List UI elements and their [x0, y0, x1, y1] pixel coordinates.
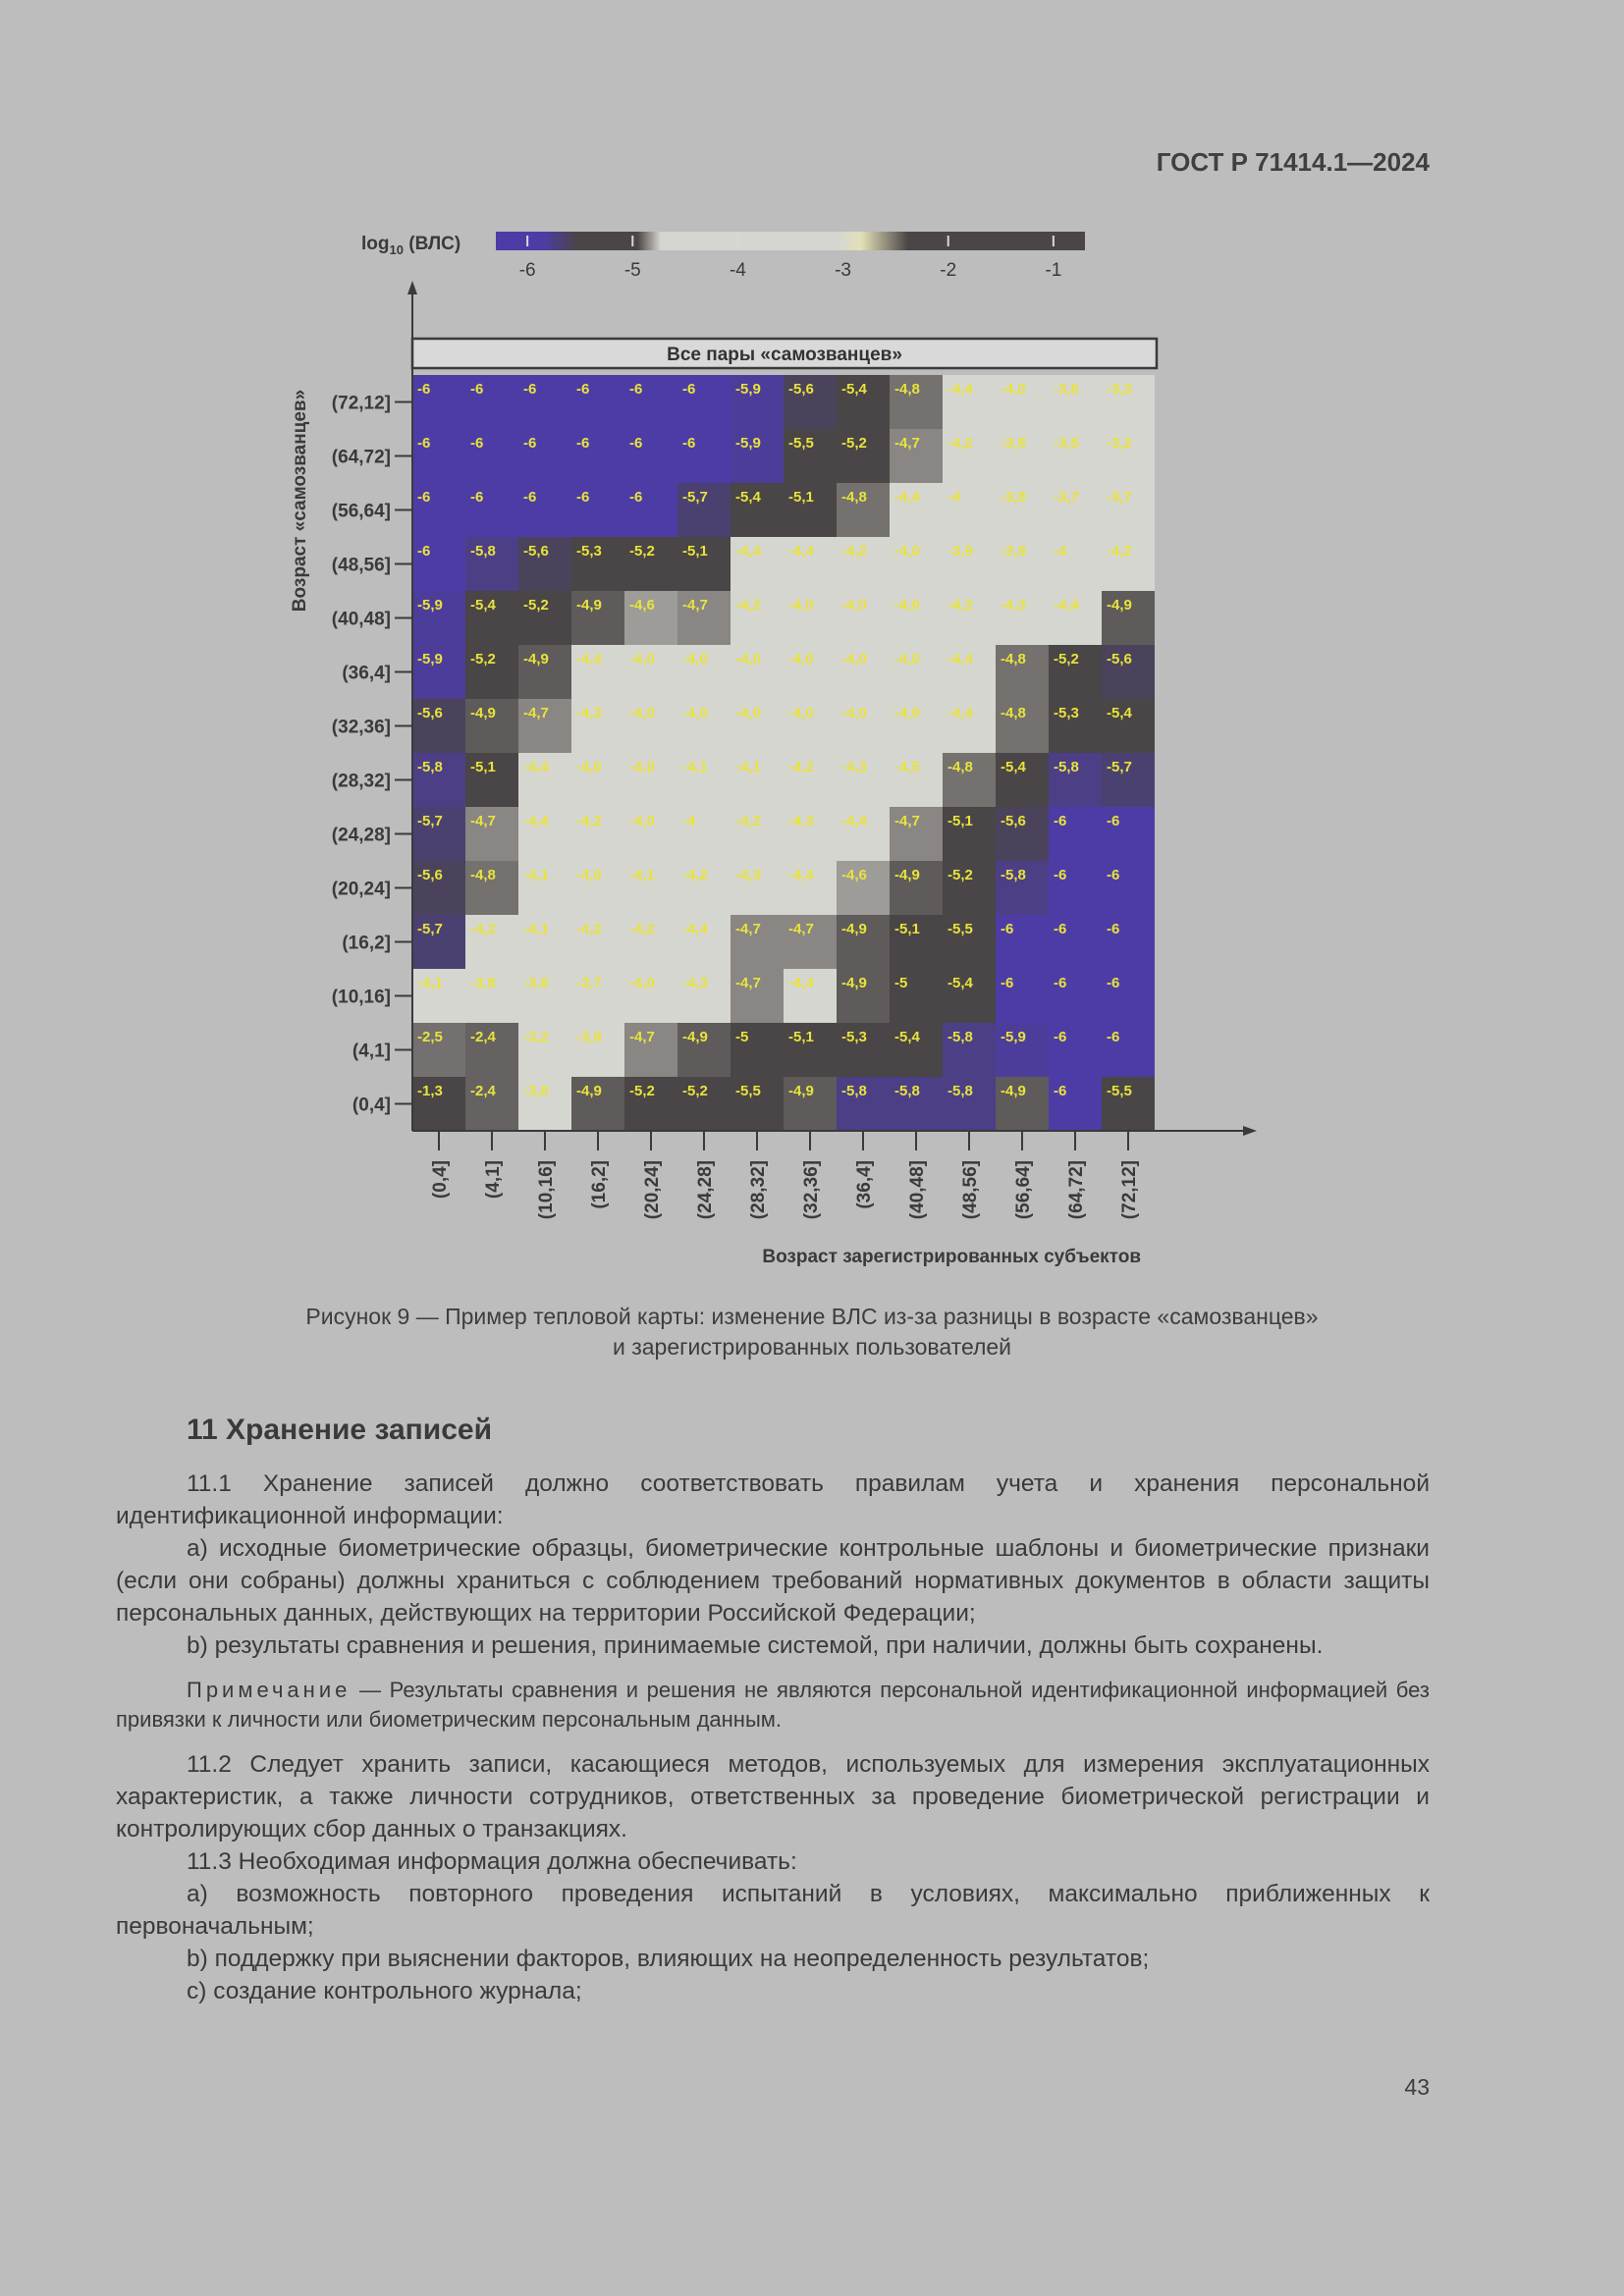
cell-label: -6 [1107, 867, 1120, 883]
cell-label: -4,8 [470, 867, 496, 883]
cell-label: -5,8 [947, 1083, 973, 1099]
cell-label: -6 [1107, 975, 1120, 991]
cell-label: -5,7 [1107, 759, 1132, 775]
cell-label: -6 [629, 435, 643, 452]
cell-label: -4,9 [788, 1083, 814, 1099]
cell-label: -4,0 [894, 543, 920, 560]
cell-label: -5,3 [576, 543, 602, 560]
x-tick-label: (40,48] [907, 1160, 928, 1220]
cell-label: -4,2 [682, 867, 708, 883]
cell-label: -4,1 [735, 759, 761, 775]
cell-label: -4,0 [629, 759, 655, 775]
cell-label: -4,4 [788, 867, 814, 883]
cell-label: -6 [523, 435, 537, 452]
cell-label: -4,6 [629, 597, 655, 614]
list-item-b-2: b) поддержку при выяснении факторов, влияющих на неопределенность результатов; [187, 1946, 1150, 1972]
cell-label: -3,2 [1107, 435, 1132, 452]
cell-label: -5,8 [1001, 867, 1026, 883]
cell-label: -4,1 [523, 921, 549, 937]
y-tick-label: (4,1] [352, 1041, 391, 1062]
cell-label: -5,7 [417, 921, 443, 937]
y-tick-label: (36,4] [342, 663, 391, 684]
y-tick-label: (64,72] [331, 447, 391, 468]
cell-label: -4,3 [841, 759, 867, 775]
cell-label: -4,0 [629, 705, 655, 721]
cell-label: -4,2 [470, 921, 496, 937]
cell-label: -5,7 [417, 813, 443, 829]
cell-label: -4,4 [894, 489, 920, 506]
cell-label: -5,1 [788, 489, 814, 506]
cell-label: -6 [576, 381, 590, 398]
cell-label: -4,4 [576, 651, 602, 667]
cell-label: -4 [1054, 543, 1067, 560]
cell-label: -4,2 [947, 435, 973, 452]
cell-label: -6 [417, 435, 431, 452]
cell-label: -6 [523, 489, 537, 506]
cell-label: -4,4 [947, 705, 973, 721]
cell-label: -6 [682, 381, 696, 398]
figure-caption [0, 1302, 1624, 1362]
cell-label: -5,9 [1001, 1029, 1026, 1045]
cell-label: -4,0 [894, 651, 920, 667]
cell-label: -4,0 [788, 705, 814, 721]
cell-label: -4,3 [576, 705, 602, 721]
cell-label: -4,7 [470, 813, 496, 829]
x-tick-label: (20,24] [642, 1160, 663, 1220]
paragraph-11-2: 11.2 Следует хранить записи, касающиеся методов, используемых для измерения эксплуатационных характеристик, а также личности сотрудников, ответственных за проведение биометрической регистрации и контролирующих сбор данных о транзакциях. [116, 1751, 1430, 1842]
cell-label: -6 [1054, 975, 1067, 991]
cell-label: -4,7 [735, 921, 761, 937]
cell-label: -4,4 [788, 975, 814, 991]
cell-label: -4,0 [629, 975, 655, 991]
cell-label: -5,2 [947, 867, 973, 883]
y-tick-label: (56,64] [331, 501, 391, 522]
list-item-c: c) создание контрольного журнала; [187, 1978, 582, 2004]
cell-label: -5,1 [947, 813, 973, 829]
y-tick-label: (72,12] [331, 393, 391, 414]
note-text: — Результаты сравнения и решения не являются персональной идентификационной информацией без привязки к личности или биометрическим персональным данным. [116, 1678, 1430, 1732]
cell-label: -5,8 [841, 1083, 867, 1099]
cell-label: -6 [1054, 813, 1067, 829]
x-tick-label: (56,64] [1013, 1160, 1034, 1220]
cell-label: -4,4 [947, 651, 973, 667]
y-tick-label: (28,32] [331, 771, 391, 792]
cell-label: -5 [735, 1029, 749, 1045]
colorbar-label: $\log_{10} (ВЛС)$ [361, 234, 461, 257]
cell-label: -4,0 [894, 597, 920, 614]
x-tick-label: (16,2] [589, 1160, 610, 1209]
y-tick-label: (32,36] [331, 717, 391, 738]
colorbar-tick-label: -2 [940, 260, 957, 281]
cell-label: -3,8 [523, 1083, 549, 1099]
cell-label: -4,9 [523, 651, 549, 667]
cell-label: -5,8 [894, 1083, 920, 1099]
section-title: 11 Хранение записей [187, 1414, 493, 1446]
x-tick-label: (72,12] [1119, 1160, 1140, 1220]
cell-label: -5,8 [417, 759, 443, 775]
cell-label: -4,7 [682, 597, 708, 614]
note [116, 1676, 1430, 1735]
y-tick-label: (0,4] [352, 1095, 391, 1116]
cell-label: -5,4 [841, 381, 867, 398]
y-tick-label: (16,2] [342, 933, 391, 954]
cell-label: -4,3 [735, 867, 761, 883]
cell-label: -4,1 [629, 867, 655, 883]
facet-title: Все пары «самозванцев» [667, 345, 902, 365]
cell-label: -5,9 [417, 651, 443, 667]
x-tick-label: (24,28] [695, 1160, 716, 1220]
cell-label: -4,0 [841, 651, 867, 667]
cell-label: -4,9 [841, 921, 867, 937]
cell-label: -3,6 [523, 975, 549, 991]
cell-label: -5,5 [735, 1083, 761, 1099]
cell-label: -4,9 [470, 705, 496, 721]
note-label: Примечание [187, 1678, 352, 1702]
cell-label: -4,7 [523, 705, 549, 721]
cell-label: -4,8 [1001, 651, 1026, 667]
cell-label: -4,2 [841, 543, 867, 560]
x-tick-label: (28,32] [748, 1160, 769, 1220]
cell-label: -2,5 [417, 1029, 443, 1045]
cell-label: -5,4 [894, 1029, 920, 1045]
y-tick-label: (20,24] [331, 879, 391, 900]
standard-designation: ГОСТ Р 71414.1—2024 [1156, 147, 1430, 177]
cell-label: -5,8 [1054, 759, 1079, 775]
cell-label: -3,6 [1054, 381, 1079, 398]
paragraph-11-3: 11.3 Необходимая информация должна обеспечивать: [187, 1848, 797, 1875]
cell-label: -4,1 [523, 867, 549, 883]
cell-label: -6 [1001, 975, 1014, 991]
cell-label: -4,2 [735, 597, 761, 614]
cell-label: -5,1 [894, 921, 920, 937]
paragraph-11-1: 11.1 Хранение записей должно соответствовать правилам учета и хранения персональной идентификационной информации: [116, 1470, 1430, 1529]
cell-label: -4,3 [788, 813, 814, 829]
colorbar-tick-label: -5 [623, 260, 641, 281]
cell-label: -4,9 [1107, 597, 1132, 614]
y-axis-arrow [407, 281, 417, 294]
cell-label: -6 [1054, 867, 1067, 883]
x-tick-label: (64,72] [1066, 1160, 1087, 1220]
cell-label: -5,4 [947, 975, 973, 991]
list-item-a: a) исходные биометрические образцы, биометрические контрольные шаблоны и биометрические признаки (если они собраны) должны храниться с соблюдением требований нормативных документов в области защиты персональных данных, действующих на территории Российской Федерации; [116, 1535, 1430, 1627]
y-tick-label: (10,16] [331, 987, 391, 1008]
cell-label: -6 [1054, 1029, 1067, 1045]
cell-label: -4,8 [1001, 705, 1026, 721]
cell-label: -4,4 [788, 543, 814, 560]
cell-label: -5,6 [523, 543, 549, 560]
cell-label: -4,2 [576, 921, 602, 937]
caption-line-2: и зарегистрированных пользователей [612, 1334, 1012, 1360]
cell-label: -3,2 [523, 1029, 549, 1045]
cell-label: -4,6 [841, 867, 867, 883]
cell-label: -3,7 [1107, 489, 1132, 506]
cell-label: -6 [682, 435, 696, 452]
cell-label: -5,4 [1001, 759, 1026, 775]
colorbar-tick-label: -6 [518, 260, 536, 281]
cell-label: -4,1 [682, 759, 708, 775]
cell-label: -4,9 [1001, 1083, 1026, 1099]
cell-label: -5,5 [1107, 1083, 1132, 1099]
colorbar-tick-label: -1 [1045, 260, 1062, 281]
cell-label: -5,2 [629, 1083, 655, 1099]
x-tick-label: (48,56] [960, 1160, 981, 1220]
list-item-a-2: a) возможность повторного проведения испытаний в условиях, максимально приближенных к первоначальным; [116, 1881, 1430, 1940]
cell-label: -5,6 [1107, 651, 1132, 667]
cell-label: -3,8 [1001, 489, 1026, 506]
caption-line-1: Рисунок 9 — Пример тепловой карты: изменение ВЛС из-за разницы в возрасте «самозванцев» [305, 1304, 1319, 1329]
cell-label: -6 [417, 489, 431, 506]
cell-label: -6 [470, 489, 484, 506]
cell-label: -4,2 [629, 921, 655, 937]
cell-label: -6 [1107, 921, 1120, 937]
cell-label: -4,7 [894, 435, 920, 452]
cell-label: -3,5 [1054, 435, 1079, 452]
cell-label: -5,8 [947, 1029, 973, 1045]
cell-label: -3,9 [947, 543, 973, 560]
y-tick-label: (24,28] [331, 825, 391, 846]
cell-label: -6 [576, 489, 590, 506]
cell-label: -6 [1054, 1083, 1067, 1099]
cell-label: -4,9 [894, 867, 920, 883]
cell-label: -5,3 [841, 1029, 867, 1045]
cell-label: -4,8 [947, 759, 973, 775]
x-tick-label: (10,16] [536, 1160, 557, 1220]
cell-label: -4,9 [576, 597, 602, 614]
cell-label: -4,7 [788, 921, 814, 937]
cell-label: -5,1 [682, 543, 708, 560]
cell-label: -4,0 [682, 651, 708, 667]
cell-label: -3,3 [1107, 381, 1132, 398]
cell-label: -5,4 [1107, 705, 1132, 721]
x-tick-label: (36,4] [854, 1160, 875, 1209]
cell-label: -4,0 [682, 705, 708, 721]
cell-label: -5,2 [629, 543, 655, 560]
cell-label: -4,4 [841, 813, 867, 829]
cell-label: -5,2 [523, 597, 549, 614]
x-axis-arrow [1243, 1126, 1257, 1136]
cell-label: -4,8 [841, 489, 867, 506]
cell-label: -5,1 [470, 759, 496, 775]
cell-label: -5,5 [788, 435, 814, 452]
cell-label: -4,1 [417, 975, 443, 991]
cell-label: -5,9 [735, 381, 761, 398]
cell-label: -4,4 [682, 921, 708, 937]
cell-label: -4,9 [682, 1029, 708, 1045]
cell-label: -6 [1107, 813, 1120, 829]
cell-label: -5,5 [947, 921, 973, 937]
cell-label: -6 [1001, 921, 1014, 937]
cell-label: -6 [629, 489, 643, 506]
cell-label: -5,3 [1054, 705, 1079, 721]
x-tick-label: (32,36] [801, 1160, 822, 1220]
cell-label: -5,4 [735, 489, 761, 506]
cell-label: -4,0 [629, 651, 655, 667]
cell-label: -5,2 [470, 651, 496, 667]
list-item-b: b) результаты сравнения и решения, принимаемые системой, при наличии, должны быть сохранены. [187, 1632, 1324, 1659]
y-tick-label: (48,56] [331, 555, 391, 576]
cell-label: -6 [470, 435, 484, 452]
cell-label: -5,9 [417, 597, 443, 614]
cell-label: -5,4 [470, 597, 496, 614]
cell-label: -5,9 [735, 435, 761, 452]
cell-label: -4,2 [1107, 543, 1132, 560]
cell-label: -4,0 [788, 597, 814, 614]
cell-label: -3,8 [1001, 435, 1026, 452]
cell-label: -4,3 [682, 975, 708, 991]
cell-label: -4 [947, 489, 961, 506]
cell-label: -3,7 [1054, 489, 1079, 506]
cell-label: -3,9 [1001, 543, 1026, 560]
cell-label: -4 [682, 813, 696, 829]
cell-label: -5,7 [682, 489, 708, 506]
cell-label: -4,0 [629, 813, 655, 829]
cell-label: -4,5 [894, 759, 920, 775]
cell-label: -6 [470, 381, 484, 398]
cell-label: -3,7 [576, 975, 602, 991]
cell-label: -4,0 [841, 705, 867, 721]
cell-label: -5,1 [788, 1029, 814, 1045]
page-number: 43 [1404, 2074, 1430, 2100]
cell-label: -4,0 [735, 705, 761, 721]
cell-label: -4,0 [894, 705, 920, 721]
cell-label: -4,0 [788, 651, 814, 667]
section-11 [116, 1414, 1430, 2007]
cell-label: -4,0 [576, 867, 602, 883]
cell-label: -5,6 [788, 381, 814, 398]
cell-label: -6 [523, 381, 537, 398]
x-axis-title: Возраст зарегистрированных субъектов [762, 1247, 1141, 1267]
cell-label: -4,8 [894, 381, 920, 398]
x-tick-label: (4,1] [483, 1160, 504, 1200]
cell-label: -6 [417, 381, 431, 398]
cell-label: -2,4 [470, 1083, 496, 1099]
cell-label: -5,6 [417, 867, 443, 883]
cell-label: -6 [576, 435, 590, 452]
cell-label: -4,4 [1054, 597, 1079, 614]
cell-label: -5,6 [417, 705, 443, 721]
cell-label: -5 [894, 975, 908, 991]
cell-label: -6 [629, 381, 643, 398]
cell-label: -4,0 [1001, 381, 1026, 398]
colorbar-tick-label: -3 [835, 260, 852, 281]
cell-label: -4,4 [735, 543, 761, 560]
cell-label: -5,2 [682, 1083, 708, 1099]
cell-label: -6 [1054, 921, 1067, 937]
cell-label: -5,2 [1054, 651, 1079, 667]
cell-label: -4,9 [841, 975, 867, 991]
cell-label: -5,6 [1001, 813, 1026, 829]
cell-label: -6 [1107, 1029, 1120, 1045]
cell-label: -1,3 [417, 1083, 443, 1099]
cell-label: -5,2 [841, 435, 867, 452]
cell-label: -3,8 [576, 1029, 602, 1045]
cell-label: -4,0 [576, 759, 602, 775]
y-tick-label: (40,48] [331, 609, 391, 630]
cell-label: -4,4 [947, 381, 973, 398]
cell-label: -4,4 [523, 813, 549, 829]
cell-label: -4,7 [894, 813, 920, 829]
x-tick-label: (0,4] [430, 1160, 451, 1200]
y-axis-title: Возраст «самозванцев» [290, 389, 310, 613]
cell-label: -2,4 [470, 1029, 496, 1045]
cell-label: -3,8 [470, 975, 496, 991]
cell-label: -6 [417, 543, 431, 560]
cell-label: -4,0 [735, 651, 761, 667]
cell-label: -4,2 [735, 813, 761, 829]
cell-label: -4,7 [735, 975, 761, 991]
cell-label: -4,9 [576, 1083, 602, 1099]
cell-label: -4,2 [947, 597, 973, 614]
cell-label: -4,2 [788, 759, 814, 775]
cell-label: -4,0 [841, 597, 867, 614]
colorbar [496, 232, 1085, 250]
cell-label: -4,7 [629, 1029, 655, 1045]
cell-label: -4,2 [576, 813, 602, 829]
cell-label: -4,3 [1001, 597, 1026, 614]
cell-label: -4,4 [523, 759, 549, 775]
colorbar-tick-label: -4 [729, 260, 746, 281]
cell-label: -5,8 [470, 543, 496, 560]
